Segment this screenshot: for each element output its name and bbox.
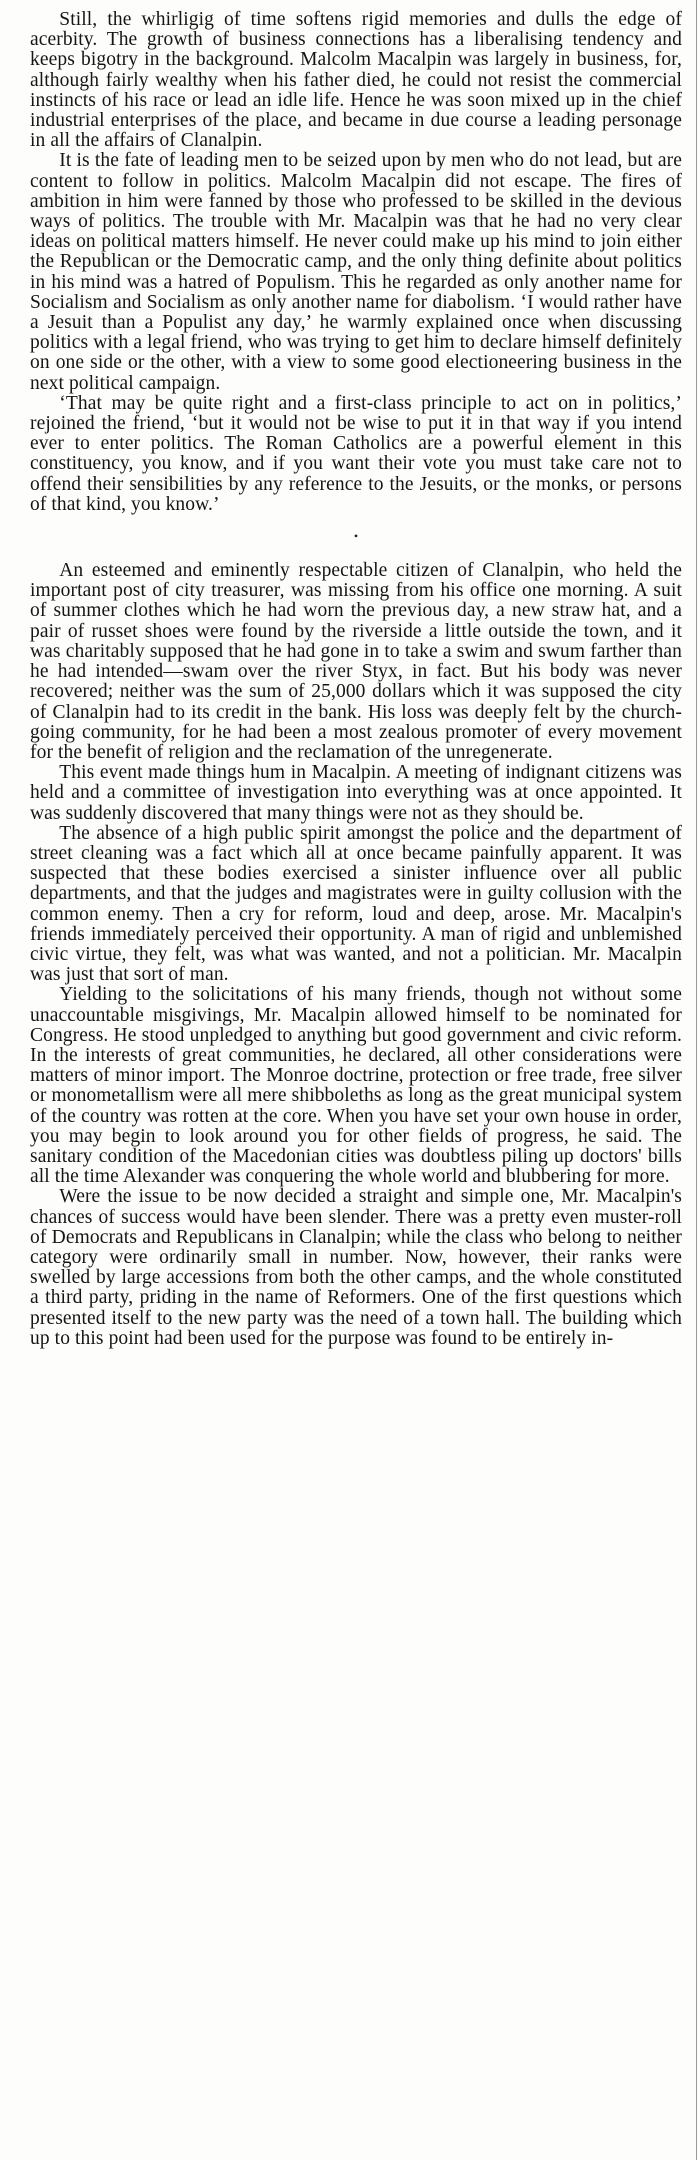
paragraph-issue-decided: Were the issue to be now decided a straight and simple one, Mr. Macalpin's chances of success would have been slender. There was a pretty even muster-roll of Democrats and Republicans in Clanalpin; while the class who belong to neither category were ordinarily small in number. Now, however, their ranks were swelled by large accessions from both the other camps, and the whole constituted a third party, priding in the name of Reformers. One of the first questions which presented itself to the new party was the need of a town hall. The building which up to this point had been used for the purpose was found to be entirely in- bbox=[30, 1186, 682, 1349]
paragraph-event-hum: This event made things hum in Macalpin. A meeting of indignant citizens was held and a committee of investigation into everything was at once appointed. It was suddenly discovered that many things were not as they should be. bbox=[30, 762, 682, 824]
section-divider: • bbox=[353, 529, 359, 544]
paragraph-city-treasurer: An esteemed and eminently respectable citizen of Clanalpin, who held the important post of city treasurer, was missing from his office one morning. A suit of summer clothes which he had worn the previous day, a new straw hat, and a pair of russet shoes were found by the riverside a little outside the town, and it was charitably supposed that he had gone in to take a swim and swum farther than he had intended—swam over the river Styx, in fact. But his body was never recovered; neither was the sum of 25,000 dollars which it was supposed the city of Clanalpin had to its credit in the bank. His loss was deeply felt by the church-going community, for he had been a most zealous promoter of every movement for the benefit of religion and the reclamation of the unregenerate. bbox=[30, 560, 682, 763]
paragraph-public-spirit: The absence of a high public spirit amongst the police and the department of street cleaning was a fact which all at once became painfully apparent. It was suspected that these bodies exercised a sinister influence over all public departments, and that the judges and magistrates were in guilty collusion with the common enemy. Then a cry for reform, loud and deep, arose. Mr. Macalpin's friends immediately perceived their opportunity. A man of rigid and unblemished civic virtue, they felt, was what was wanted, and not a politician. Mr. Macalpin was just that sort of man. bbox=[30, 822, 682, 986]
section-two bbox=[30, 561, 682, 1349]
paragraph-nominated-congress: Yielding to the solicitations of his many friends, though not without some unaccountable misgivings, Mr. Macalpin allowed himself to be nominated for Congress. He stood unpledged to anything but good government and civic reform. In the interests of great communities, he declared, all other considerations were matters of minor import. The Monroe doctrine, protection or free trade, free silver or monometallism were all mere shibboleths as long as the great municipal system of the country was rotten at the core. When you have set your own house in order, you may begin to look around you for other fields of progress, he said. The sanitary condition of the Macedonian cities was doubtless piling up doctors' bills all the time Alexander was conquering the whole world and blubbering for more. bbox=[30, 984, 682, 1188]
section-one bbox=[30, 10, 682, 515]
column-rule bbox=[696, 0, 697, 2160]
paragraph-whirligig: Still, the whirligig of time softens rigid memories and dulls the edge of acerbity. The growth of business connections has a liberalising tendency and keeps bigotry in the background. Malcolm Macalpin was largely in business, for, although fairly wealthy when his father died, he could not resist the commercial instincts of his race or lead an idle life. Hence he was soon mixed up in the chief industrial enterprises of the place, and became in due course a leading personage in all the affairs of Clanalpin. bbox=[30, 9, 682, 152]
paragraph-friend-reply: ‘That may be quite right and a first-class principle to act on in politics,’ rejoined the friend, ‘but it would not be wise to put it in that way if you intend ever to enter politics. The Roman Catholics are a powerful element in this constituency, you know, and if you want their vote you must take care not to offend their sensibilities by any reference to the Jesuits, or the monks, or persons of that kind, you know.’ bbox=[30, 392, 682, 515]
paragraph-fate-of-leading-men: It is the fate of leading men to be seized upon by men who do not lead, but are content to follow in politics. Malcolm Macalpin did not escape. The fires of ambition in him were fanned by those who professed to be skilled in the devious ways of politics. The trouble with Mr. Macalpin was that he had no very clear ideas on political matters himself. He never could make up his mind to join either the Republican or the Democratic camp, and the only thing definite about politics in his mind was a hatred of Populism. This he regarded as only another name for Socialism and Socialism as only another name for diabolism. ‘I would rather have a Jesuit than a Populist any day,’ he warmly explained once when discussing politics with a legal friend, who was trying to get him to declare himself definitely on one side or the other, with a view to some good electioneering business in the next political campaign. bbox=[30, 150, 682, 394]
